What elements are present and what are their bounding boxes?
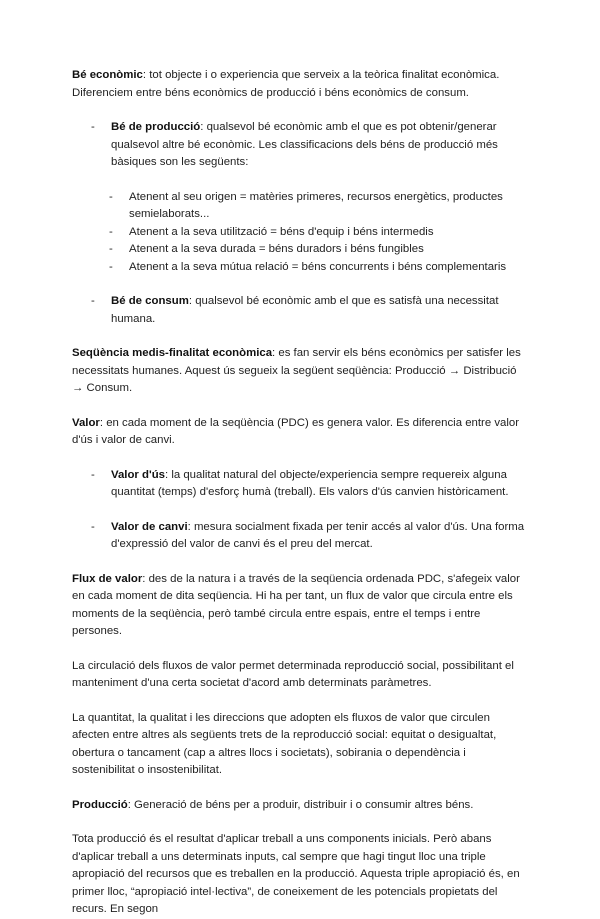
paragraph-be-economic — [72, 67, 530, 102]
paragraph-produccio — [72, 797, 530, 815]
definition-be-economic: : tot objecte i o experiencia que serveix a la teòrica finalitat econòmica. Diferenciem entre béns econòmics de producció i béns econòmics de consum. — [72, 69, 500, 99]
sublist-item-durada: - Atenent a la seva durada = béns duradors i béns fungibles — [111, 241, 530, 259]
paragraph-flux-valor — [72, 571, 530, 641]
term-be-economic: Bé econòmic — [72, 69, 143, 81]
term-flux-valor: Flux de valor — [72, 572, 143, 585]
definition-produccio: : Generació de béns per a produir, distribuir i o consumir altres béns. — [127, 798, 474, 811]
term-sequencia: Seqüència medis-finalitat econòmica — [72, 347, 273, 359]
term-be-consum: Bé de consum — [111, 295, 189, 307]
term-be-produccio: Bé de producció — [111, 121, 201, 133]
sublist-classificacions — [111, 189, 530, 277]
definition-valor: : en cada moment de la seqüència (PDC) es genera valor. Es diferencia entre valor d'ús i valor de canvi. — [72, 416, 520, 446]
definition-be-produccio: : qualsevol bé econòmic amb el que es pot obtenir/generar qualsevol altre bé econòmic. Les classificacions dels béns de producció més bàsiques son les següents: — [111, 121, 498, 168]
definition-sequencia: : es fan servir els béns econòmics per satisfer les necessitats humanes. Aquest ús segueix la següent seqüència: Producció → Distribució → Consum. — [72, 347, 521, 394]
paragraph-sequencia — [72, 345, 530, 398]
term-valor-us: Valor d'ús — [111, 468, 165, 481]
paragraph-circulacio: La circulació dels fluxos de valor permet determinada reproducció social, possibilitant el manteniment d'una certa societat d'acord amb determinats paràmetres. — [72, 659, 514, 689]
definition-valor-canvi: : mesura socialment fixada per tenir accés al valor d'ús. Una forma d'expressió del valor de canvi és el preu del mercat. — [111, 520, 525, 550]
list-item-valor-canvi — [72, 519, 530, 554]
list-item-be-consum — [72, 293, 530, 328]
list-item-be-produccio — [72, 119, 530, 276]
paragraph-tota-produccio: Tota producció és el resultat d'aplicar treball a uns components inicials. Però abans d'aplicar treball a uns determinats inputs, cal sempre que hagi tingut lloc una triple apropiació del recursos que es treballen en la producció. Aquesta triple apropiació és, en primer lloc, “apropiació intel·lectiva”, de coneixement de les potencials propietats del recurs. En segon — [72, 833, 520, 915]
paragraph-valor — [72, 415, 530, 450]
list-valors — [72, 467, 530, 554]
definition-be-consum: : qualsevol bé econòmic amb el que es satisfà una necessitat humana. — [111, 295, 499, 325]
paragraph-quantitat: La quantitat, la qualitat i les direccions que adopten els fluxos de valor que circulen afecten entre altres als següents trets de la reproducció social: equitat o desigualtat, obertura o tancament (cap a altres llocs i societats), sobirania o dependència i sostenibilitat o insostenibilitat. — [72, 711, 497, 776]
sublist-item-relacio: - Atenent a la seva mútua relació = béns concurrents i béns complementaris — [111, 259, 530, 277]
term-produccio: Producció — [72, 798, 128, 811]
term-valor-canvi: Valor de canvi — [111, 520, 188, 533]
sublist-item-origen: - Atenent al seu origen = matèries primeres, recursos energètics, productes semielaborats... — [111, 189, 530, 224]
definition-valor-us: : la qualitat natural del objecte/experiencia sempre requereix alguna quantitat (temps) d'esforç humà (treball). Els valors d'ús canvien històricament. — [111, 468, 509, 498]
list-item-valor-us — [72, 467, 530, 502]
sublist-item-utilitzacio: - Atenent a la seva utilització = béns d'equip i béns intermedis — [111, 224, 530, 242]
definition-flux-valor: : des de la natura i a través de la seqüencia ordenada PDC, s'afegeix valor en cada moment de dita seqüencia. Hi ha per tant, un flux de valor que circula entre els moments de la seqüència, però també circula entre espais, entre el temps i entre persones. — [72, 572, 520, 637]
list-bens-economics — [72, 119, 530, 328]
term-valor: Valor — [72, 416, 100, 429]
